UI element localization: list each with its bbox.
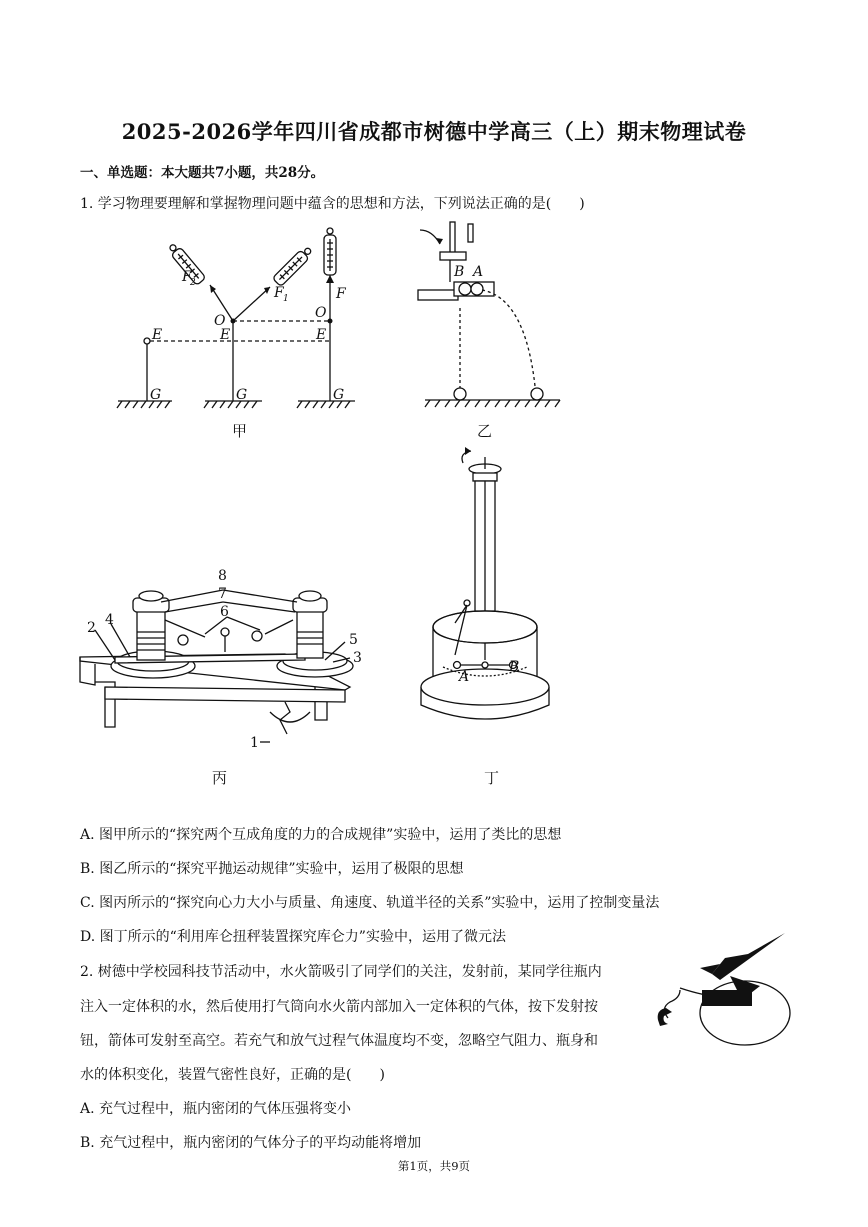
question-1-option-d: D. 图丁所示的“利用库仑扭秤装置探究库仑力”实验中，运用了微元法 bbox=[80, 929, 506, 945]
question-2-stem-line-4: 水的体积变化，装置气密性良好，正确的是( ) bbox=[80, 1067, 385, 1083]
question-2-option-a: A. 充气过程中，瓶内密闭的气体压强将变小 bbox=[80, 1101, 352, 1117]
ground-hatch-1 bbox=[117, 401, 172, 408]
question-2-option-b: B. 充气过程中，瓶内密闭的气体分子的平均动能将增加 bbox=[80, 1135, 422, 1151]
label-1: 1 bbox=[250, 735, 259, 751]
label-7: 7 bbox=[218, 586, 227, 602]
label-f: F bbox=[336, 286, 346, 302]
caption-yi: 乙 bbox=[477, 422, 493, 440]
figure-yi-projectile bbox=[410, 218, 570, 413]
label-f1-sub: 1 bbox=[283, 294, 289, 304]
figure-bing-centripetal-apparatus bbox=[75, 562, 375, 757]
caption-ding: 丁 bbox=[484, 769, 500, 787]
ground-hatch-3 bbox=[297, 401, 355, 408]
label-5: 5 bbox=[349, 632, 358, 648]
label-3: 3 bbox=[353, 650, 362, 666]
label-o2: O bbox=[315, 305, 327, 321]
label-4: 4 bbox=[105, 612, 114, 628]
label-a: A bbox=[473, 264, 484, 280]
question-2-stem-line-1: 2. 树德中学校园科技节活动中，水火箭吸引了同学们的关注，发射前，某同学往瓶内 bbox=[80, 964, 602, 980]
spring-balance-f1 bbox=[272, 245, 314, 287]
label-g3: G bbox=[333, 387, 345, 403]
question-2-stem-line-3: 钮，箭体可发射至高空。若充气和放气过程气体温度均不变，忽略空气阻力、瓶身和 bbox=[80, 1033, 598, 1049]
label-f1: F bbox=[274, 285, 284, 301]
figure-water-rocket bbox=[650, 928, 795, 1053]
label-o1: O bbox=[214, 313, 226, 329]
label-e2: E bbox=[220, 327, 231, 343]
question-1-option-a: A. 图甲所示的“探究两个互成角度的力的合成规律”实验中，运用了类比的思想 bbox=[80, 827, 562, 843]
caption-bing: 丙 bbox=[212, 769, 228, 787]
label-6: 6 bbox=[220, 604, 229, 620]
page-footer: 第1页，共9页 bbox=[397, 1159, 471, 1173]
label-b: B bbox=[454, 264, 465, 280]
exam-title: 2025-2026学年四川省成都市树德中学高三（上）期末物理试卷 bbox=[121, 119, 747, 144]
question-1-stem: 1. 学习物理要理解和掌握物理问题中蕴含的思想和方法，下列说法正确的是( ) bbox=[80, 196, 585, 212]
label-f2-sub: 2 bbox=[190, 278, 196, 288]
label-ding-a: A bbox=[459, 669, 470, 685]
label-e1: E bbox=[152, 327, 163, 343]
question-1-option-c: C. 图丙所示的“探究向心力大小与质量、角速度、轨道半径的关系”实验中，运用了控制变量法 bbox=[80, 895, 660, 911]
section-heading: 一、单选题：本大题共7小题，共28分。 bbox=[80, 165, 325, 181]
question-1-option-b: B. 图乙所示的“探究平抛运动规律”实验中，运用了极限的思想 bbox=[80, 861, 464, 877]
label-ding-b: B bbox=[509, 659, 520, 675]
label-e3: E bbox=[316, 327, 327, 343]
label-f2: F bbox=[182, 269, 192, 285]
question-2-stem-line-2: 注入一定体积的水，然后使用打气筒向水火箭内部加入一定体积的气体，按下发射按 bbox=[80, 999, 598, 1015]
figure-jia-force-composition bbox=[110, 225, 370, 410]
caption-jia: 甲 bbox=[232, 422, 248, 440]
spring-balance-f bbox=[324, 228, 336, 275]
figure-ding-torsion-balance bbox=[415, 455, 565, 735]
label-2: 2 bbox=[87, 620, 96, 636]
ground-hatch-2 bbox=[204, 401, 262, 408]
label-g2: G bbox=[236, 387, 248, 403]
label-g1: G bbox=[150, 387, 162, 403]
label-8: 8 bbox=[218, 568, 227, 584]
